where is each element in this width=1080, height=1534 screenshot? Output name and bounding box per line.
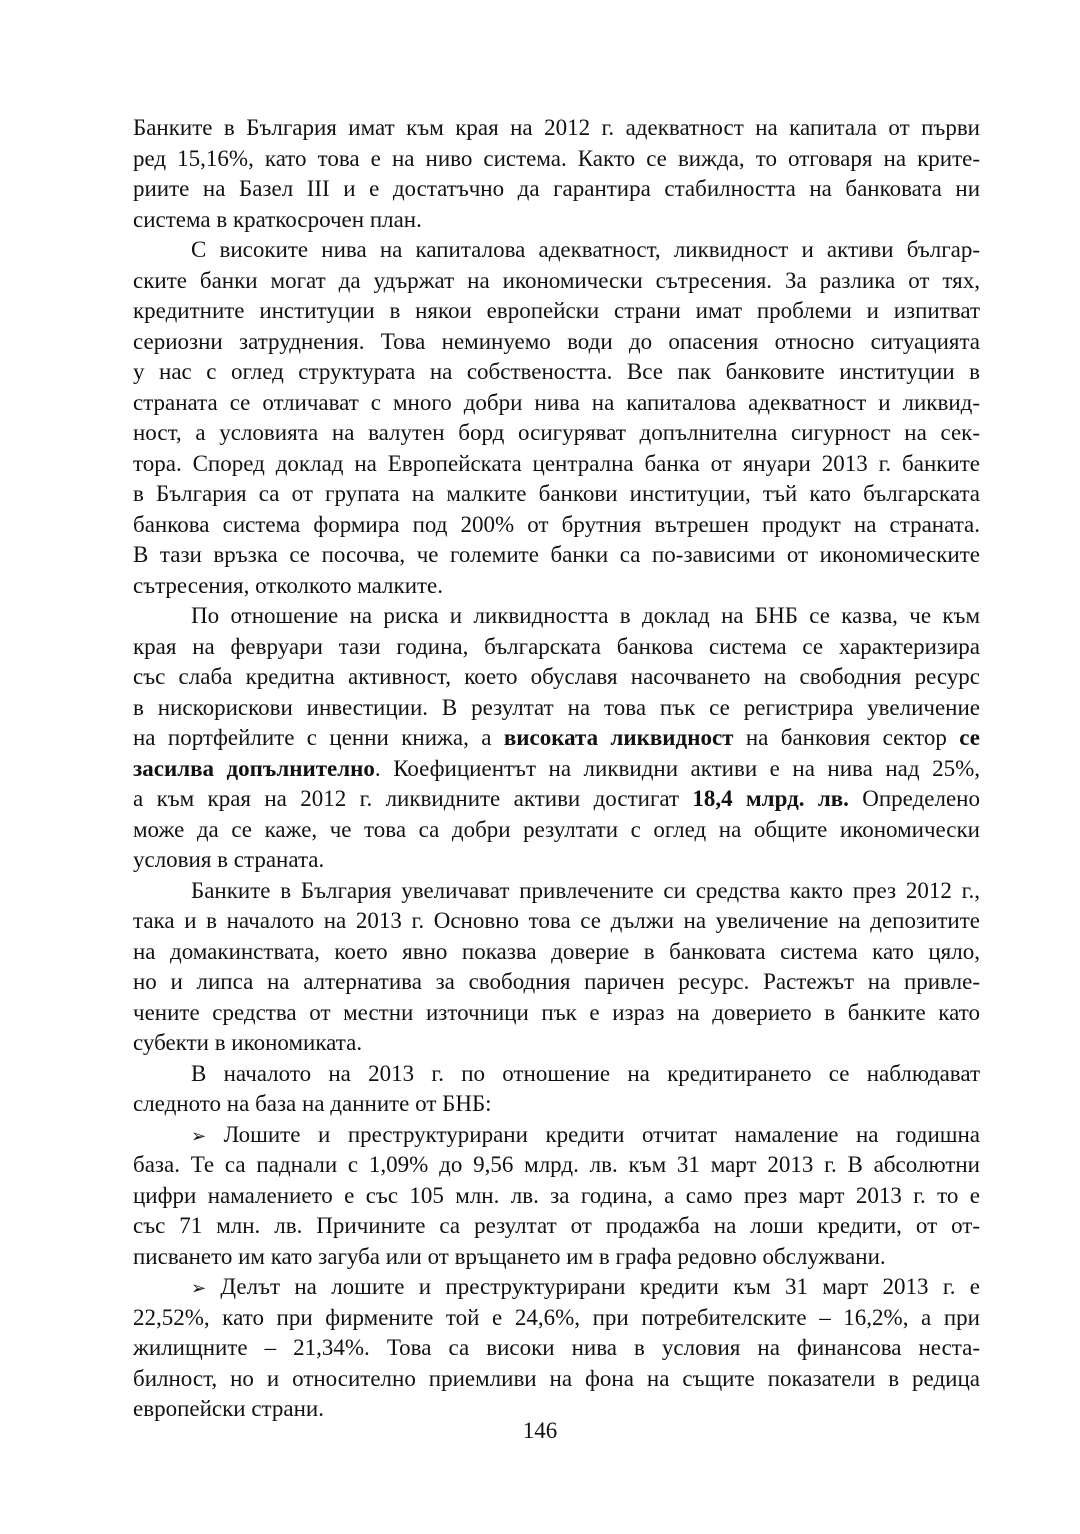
text-line (133, 784, 980, 815)
text-line (133, 998, 980, 1029)
text-run: С високите нива на капиталова адекватност, ликвидност и активи българ- (191, 237, 980, 262)
text-run: билност, но и относително приемливи на фона на същите показатели в редица (133, 1365, 980, 1391)
text-line (133, 754, 980, 785)
text-line (133, 1272, 980, 1303)
text-line (133, 449, 980, 480)
body-text (133, 113, 980, 1425)
text-run: Банките в България увеличават привлечените си средства както през 2012 г., (191, 877, 980, 903)
text-line (133, 144, 980, 175)
text-line (133, 1181, 980, 1212)
paragraph (133, 876, 980, 1059)
bold-text: 18,4 млрд. лв. (692, 786, 849, 811)
text-run: кредитните институции в някои европейски страни имат проблеми и изпитват (133, 298, 980, 323)
text-line (133, 327, 980, 358)
text-line (133, 296, 980, 327)
text-run: риите на Базел III и е достатъчно да гарантира стабилността на банковата ни (133, 176, 980, 201)
paragraph (133, 601, 980, 876)
bold-text: високата ликвидност (503, 725, 734, 750)
text-run: В началото на 2013 г. по отношение на кредитирането се наблюдават (191, 1060, 980, 1086)
text-line (133, 540, 980, 571)
text-line (133, 571, 980, 602)
text-line (133, 1333, 980, 1364)
paragraph (133, 1059, 980, 1120)
text-line (133, 693, 980, 724)
text-run: . Коефициентът на ликвидни активи е на нива над 25%, (374, 755, 980, 781)
text-line (133, 1120, 980, 1151)
text-run: със слаба кредитна активност, което обуславя насочването на свободния ресурс (133, 664, 980, 689)
text-run: жилищните – 21,34%. Това са високи нива в условия на финансова неста- (133, 1335, 980, 1360)
arrow-bullet-icon: ➢ (191, 1278, 207, 1299)
text-run: банкова система формира под 200% от брутния вътрешен продукт на страната. (133, 511, 980, 537)
text-line (133, 1150, 980, 1181)
text-line (133, 967, 980, 998)
bold-text: се (959, 725, 980, 750)
text-run: на банковия сектор (733, 725, 960, 750)
text-line (133, 510, 980, 541)
text-run: ност, а условията на валутен борд осигуряват допълнителна сигурност на сек- (133, 420, 980, 445)
text-run: чените средства от местни източници пък е израз на доверието в банките като (133, 999, 980, 1025)
text-line (133, 662, 980, 693)
text-run: По отношение на риска и ликвидността в доклад на БНБ се казва, че към (191, 603, 980, 628)
text-line (133, 815, 980, 846)
text-line (133, 388, 980, 419)
text-run: ските банки могат да удържат на икономически сътресения. За разлика от тях, (133, 267, 980, 293)
text-run: система в краткосрочен план. (133, 206, 422, 232)
text-run: на домакинствата, което явно показва доверие в банковата система като цяло, (133, 938, 980, 964)
text-line (133, 1211, 980, 1242)
text-run: в България са от групата на малките банкови институции, тъй като българската (133, 481, 980, 506)
text-line (133, 601, 980, 632)
text-line (133, 1303, 980, 1334)
paragraph (133, 235, 980, 601)
text-line (133, 876, 980, 907)
text-line (133, 1089, 980, 1120)
text-run: 22,52%, като при фирмените той е 24,6%, при потребителските – 16,2%, а при (133, 1304, 980, 1330)
page-number: 146 (522, 1418, 558, 1443)
text-run: цифри намалението е със 105 млн. лв. за година, а само през март 2013 г. то е (133, 1182, 980, 1208)
text-run: ред 15,16%, като това е на ниво система. Както се вижда, то отговаря на крите- (133, 145, 980, 171)
text-run: субекти в икономиката. (133, 1030, 363, 1055)
text-run: Банките в България имат към края на 2012 г. адекватност на капитала от първи (133, 115, 980, 140)
text-run: у нас с оглед структурата на собствеността. Все пак банковите институции в (133, 359, 980, 384)
paragraph (133, 113, 980, 235)
bullet-paragraph (133, 1120, 980, 1273)
text-run: условия в страната. (133, 847, 325, 872)
text-line (133, 266, 980, 297)
text-line (133, 235, 980, 266)
text-line (133, 1059, 980, 1090)
text-line (133, 174, 980, 205)
text-run: сериозни затруднения. Това неминуемо води до опасения относно ситуацията (133, 328, 980, 354)
text-line (133, 205, 980, 236)
text-run: в нискорискови инвестиции. В резултат на това пък се регистрира увеличение (133, 694, 980, 720)
text-line (133, 479, 980, 510)
bullet-paragraph (133, 1272, 980, 1425)
text-run: на портфейлите с ценни книжа, а (133, 725, 504, 750)
text-line (133, 1364, 980, 1395)
text-run: а към края на 2012 г. ликвидните активи достигат (133, 786, 693, 811)
text-run: страната се отличават с много добри нива на капиталова адекватност и ликвид- (133, 389, 980, 415)
text-run: със 71 млн. лв. Причините са резултат от продажба на лоши кредити, от от- (133, 1213, 980, 1238)
text-line (133, 906, 980, 937)
text-run: но и липса на алтернатива за свободния паричен ресурс. Растежът на привле- (133, 969, 980, 994)
text-line (133, 113, 980, 144)
text-run: може да се каже, че това са добри резултати с оглед на общите икономически (133, 816, 980, 842)
text-line (133, 1028, 980, 1059)
text-run: писването им като загуба или от връщането им в графа редовно обслужвани. (133, 1243, 886, 1269)
text-run: Делът на лошите и преструктурирани кредити към 31 март 2013 г. е (220, 1274, 980, 1299)
text-line (133, 937, 980, 968)
text-run: края на февруари тази година, българската банкова система се характеризира (133, 633, 980, 659)
text-run: база. Те са паднали с 1,09% до 9,56 млрд. лв. към 31 март 2013 г. В абсолютни (133, 1152, 980, 1177)
text-run: следното на база на данните от БНБ: (133, 1091, 492, 1116)
text-line (133, 845, 980, 876)
bold-text: засилва допълнително (133, 755, 375, 781)
text-run: Лошите и преструктурирани кредити отчитат намаление на годишна (223, 1121, 980, 1147)
text-run: Определено (848, 786, 980, 811)
arrow-bullet-icon: ➢ (191, 1125, 207, 1147)
text-run: В тази връзка се посочва, че големите банки са по-зависими от икономическите (133, 542, 980, 567)
text-line (133, 357, 980, 388)
text-run: европейски страни. (133, 1396, 324, 1421)
text-line (133, 632, 980, 663)
text-line (133, 723, 980, 754)
text-run: така и в началото на 2013 г. Основно това се дължи на увеличение на депозитите (133, 908, 980, 933)
text-run: тора. Според доклад на Европейската централна банка от януари 2013 г. банките (133, 450, 980, 476)
text-line (133, 1242, 980, 1273)
text-run: сътресения, отколкото малките. (133, 572, 444, 598)
text-line (133, 418, 980, 449)
